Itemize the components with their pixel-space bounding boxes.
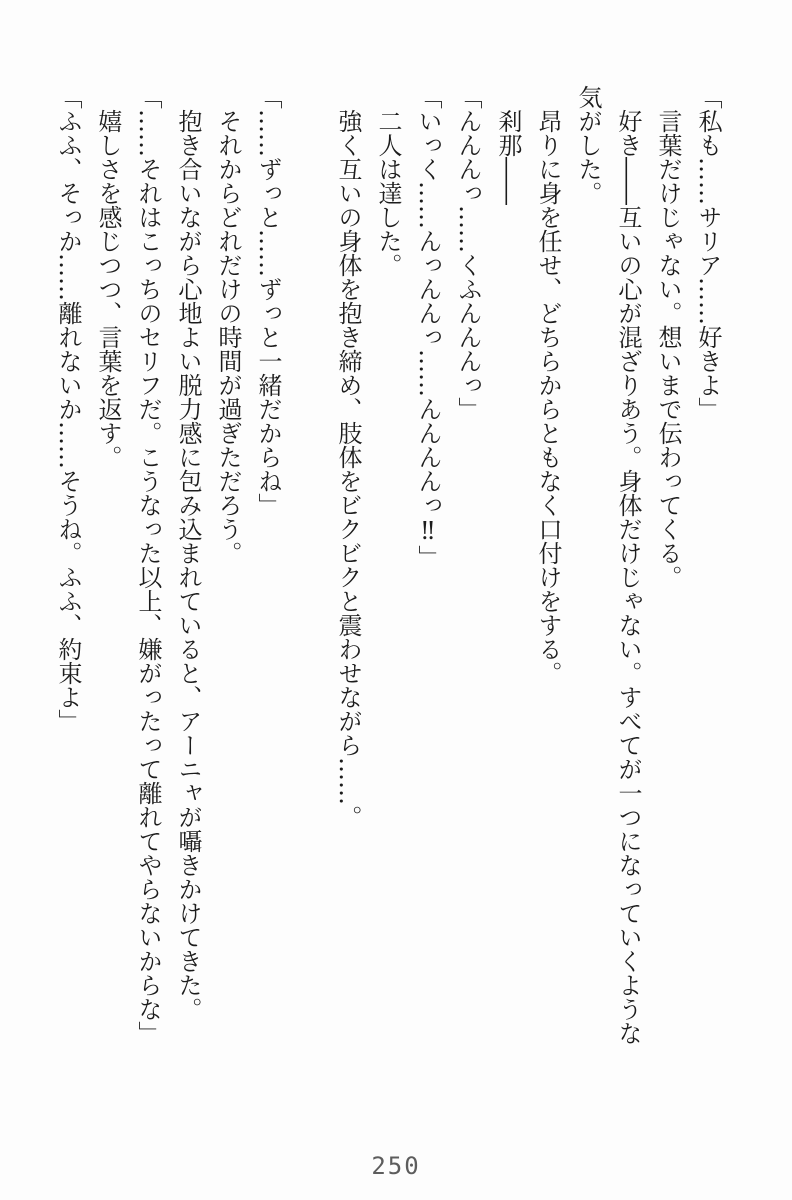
paragraph-dialogue: 「……それはこっちのセリフだ。こうなった以上、嫌がったって離れてやらないからな」 xyxy=(134,85,162,1045)
paragraph-narrative: 言葉だけじゃない。想いまで伝わってくる。 xyxy=(654,109,682,589)
paragraph-dialogue: 「……ずっと……ずっと一緒だからね」 xyxy=(254,85,282,517)
blank-line xyxy=(288,85,328,1053)
paragraph-dialogue: 「ふふ、そっか……離れないか……そうね。ふふ、約束よ」 xyxy=(54,85,82,733)
paragraph-narrative: 強く互いの身体を抱き締め、肢体をビクビクと震わせながら……。 xyxy=(334,109,362,829)
page-text-block xyxy=(48,85,728,1053)
paragraph-narrative: 嬉しさを感じつつ、言葉を返す。 xyxy=(94,109,122,469)
paragraph-narrative: 二人は達した。 xyxy=(374,109,402,277)
paragraph-dialogue: 「私も……サリア……好きよ」 xyxy=(694,85,722,421)
paragraph-narrative: 好き――互いの心が混ざりあう。身体だけじゃない。すべてが一つになっていくような気がした。 xyxy=(574,85,642,1045)
paragraph-dialogue: 「んんんっ……くふんんんっ」 xyxy=(454,85,482,421)
paragraph-narrative: 抱き合いながら心地よい脱力感に包み込まれていると、アーニャが囁きかけてきた。 xyxy=(174,109,202,1021)
paragraph-narrative: 刹那―― xyxy=(494,109,522,205)
paragraph-narrative: 昂りに身を任せ、どちらからともなく口付けをする。 xyxy=(534,109,562,685)
paragraph-narrative: それからどれだけの時間が過ぎただろう。 xyxy=(214,109,242,565)
paragraph-dialogue: 「いっく……んっんんっ……んんんんっ‼」 xyxy=(414,85,442,569)
page-number: 250 xyxy=(371,1152,421,1180)
